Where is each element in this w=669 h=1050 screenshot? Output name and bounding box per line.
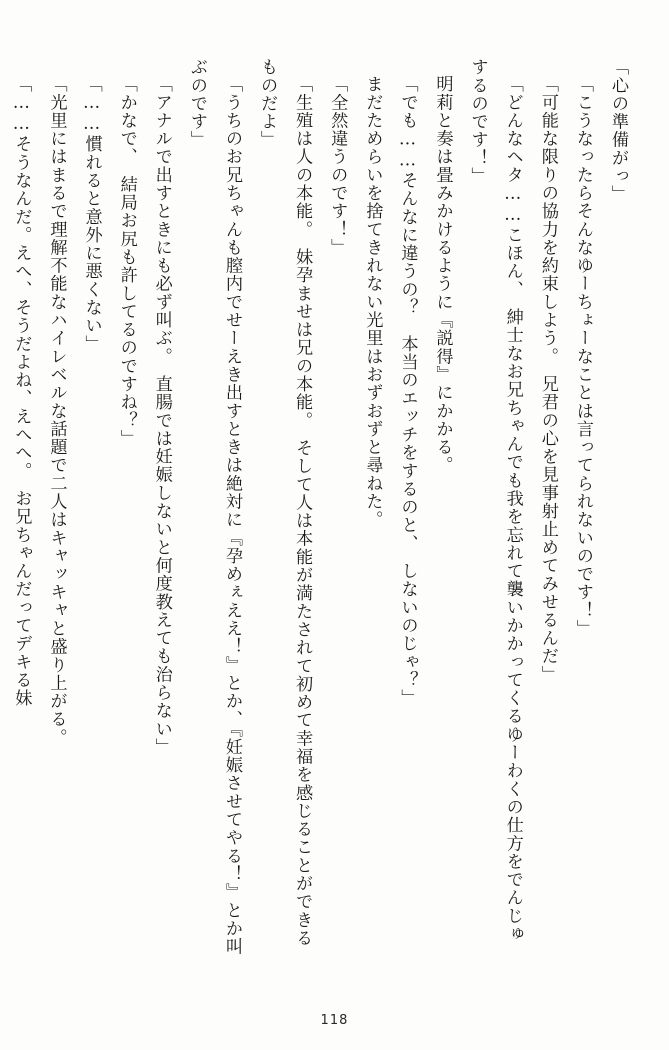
paragraph: 「全然違うのです！」 — [327, 75, 348, 257]
paragraph: 「こうなったらそんなゆーちょーなことは言ってられないのです！」 — [572, 75, 593, 638]
paragraph: 「生殖は人の本能。 妹孕ませは兄の本能。 そして人は本能が満たされて初めて幸福を感じることができるものだよ」 — [257, 58, 313, 948]
page-text-body — [11, 58, 635, 958]
paragraph: 「光里にはまるで理解不能なハイレベルな話題で二人はキャッキャと盛り上がる。 — [46, 75, 67, 747]
paragraph: 「可能な限りの協力を約束しよう。 兄君の心を見事射止めてみせるんだ」 — [537, 75, 558, 684]
paragraph: 「かなで、 結局お尻も許してるのですね？」 — [116, 75, 137, 448]
paragraph: まだためらいを捨てきれない光里はおずおずと尋ねた。 — [362, 75, 383, 529]
page-number: 118 — [320, 1013, 349, 1028]
paragraph: 「うちのお兄ちゃんも膣内でせーえき出すときは絶対に『孕めぇええ！』とか、『妊娠させてやる！』とか叫ぶのです」 — [186, 58, 242, 956]
paragraph: 「……慣れると意外に悪くない」 — [81, 75, 102, 353]
paragraph: 「アナルで出すときにも必ず叫ぶ。 直腸では妊娠しないと何度教えても治らない」 — [151, 75, 172, 757]
paragraph: 「……そうなんだ。えへ、そうだよね、えへへ。 お兄ちゃんだってデキる妹 — [11, 75, 32, 708]
paragraph: 「でも……そんなに違うの？ 本当のエッチをするのと、 しないのじゃ？」 — [397, 75, 418, 708]
paragraph: 「どんなヘタ……こほん、 紳士なお兄ちゃんでも我を忘れて襲いかかってくるゆーわくの仕方をでんじゅするのです！」 — [467, 58, 523, 944]
paragraph: 「心の準備がっ」 — [608, 58, 628, 204]
paragraph: 明莉と奏は畳みかけるように『説得』にかかる。 — [432, 75, 453, 475]
